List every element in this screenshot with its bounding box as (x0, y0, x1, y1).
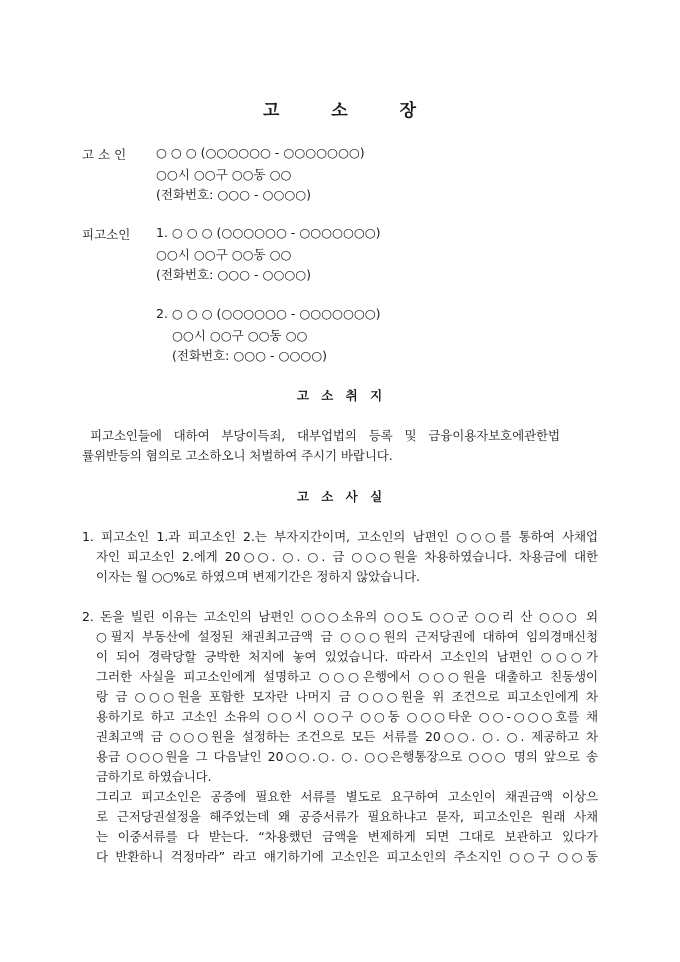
purpose-line-1: 피고소인들에 대하여 부당이득죄, 대부업법의 등록 및 금융이용자보호에관한법 (90, 428, 560, 443)
document-title: 고 소 장 (262, 101, 418, 121)
fact2-line (96, 787, 598, 805)
purpose-heading: 고 소 취 지 (296, 388, 384, 403)
fact1-line-2: 자인 피고소인 2.에게 20○○. ○. ○. 금 ○○○원을 차용하였습니다. 차용금에 대한 (96, 549, 598, 564)
complainant-label: 고 소 인 (82, 147, 127, 162)
fact1-line-3: 이자는 월 ○○%로 하였으며 변제기간은 정하지 않았습니다. (96, 569, 420, 584)
complainant-address: ○○시 ○○구 ○○동 ○○ (156, 167, 292, 182)
defendant2-phone: (전화번호: ○○○ - ○○○○) (172, 348, 328, 363)
fact1-line-1: 1. 피고소인 1.과 피고소인 2.는 부자지간이며, 고소인의 남편인 ○○○를 통하여 사채업 (82, 529, 598, 544)
fact2-line-12: 는 이중서류를 다 받는다. “차용했던 금액을 변제하게 되면 그대로 보관하고 있다가 (96, 829, 598, 844)
fact2-line (82, 607, 598, 625)
fact2-line-6: 용하기로 하고 고소인 소유의 ○○시 ○○구 ○○동 ○○○타운 ○○-○○○호를 채 (96, 709, 598, 724)
purpose-line-2: 률위반등의 혐의로 고소하오니 처벌하여 주시기 바랍니다. (82, 448, 393, 463)
fact2-line-10: 그리고 피고소인은 공증에 필요한 서류를 별도로 요구하여 고소인이 채권금액 이상으 (96, 789, 598, 804)
complainant-name-id: ○ ○ ○ (○○○○○○ - ○○○○○○○) (156, 145, 365, 160)
fact2-line (96, 827, 598, 845)
fact2-line-5: 랑 금 ○○○원을 포함한 모자란 나머지 금 ○○○원을 위 조건으로 피고소인에게 차 (96, 689, 598, 704)
defendant-label: 피고소인 (82, 227, 131, 242)
fact1-line (96, 547, 598, 565)
defendant1-phone: (전화번호: ○○○ - ○○○○) (156, 267, 312, 282)
fact2-line-8: 용금 ○○○원을 그 다음날인 20○○.○. ○. ○○은행통장으로 ○○○ 명의 앞으로 송 (96, 749, 598, 764)
fact2-line-11: 로 근저당권설정을 해주었는데 왜 공증서류가 필요하냐고 묻자, 피고소인은 원래 사채 (96, 809, 598, 824)
fact2-line-2: ○필지 부동산에 설정된 채권최고금액 금 ○○○원의 근저당권에 대하여 임의경매신청 (96, 629, 598, 644)
fact2-line-13: 다 반환하니 걱정마라” 라고 얘기하기에 고소인은 피고소인의 주소지인 ○○구 ○○동 (96, 849, 598, 864)
facts-heading: 고 소 사 실 (296, 489, 384, 504)
fact2-line (96, 627, 598, 645)
fact2-line (96, 807, 598, 825)
fact2-line (96, 687, 598, 705)
defendant1-address: ○○시 ○○구 ○○동 ○○ (156, 247, 292, 262)
fact2-line-4: 그러한 사실을 피고소인에게 설명하고 ○○○은행에서 ○○○원을 대출하고 친동생이 (96, 669, 598, 684)
purpose-line (90, 426, 560, 444)
fact2-line-7: 권최고액 금 ○○○원을 설정하는 조건으로 모든 서류를 20○○. ○. ○. 제공하고 차 (96, 729, 598, 744)
fact2-line (96, 727, 598, 745)
fact2-line (96, 847, 598, 865)
fact1-line (82, 527, 598, 545)
fact2-line-3: 이 되어 경락당할 긍박한 처지에 놓여 있었습니다. 따라서 고소인의 남편인 ○○○가 (96, 649, 598, 664)
defendant2-address: ○○시 ○○구 ○○동 ○○ (172, 328, 308, 343)
fact2-line (96, 647, 598, 665)
defendant1-name-id: 1. ○ ○ ○ (○○○○○○ - ○○○○○○○) (156, 225, 381, 240)
fact2-line-1: 2. 돈을 빌린 이유는 고소인의 남편인 ○○○소유의 ○○도 ○○군 ○○리 산 ○○○ 외 (82, 609, 598, 624)
fact2-line (96, 707, 598, 725)
complainant-phone: (전화번호: ○○○ - ○○○○) (156, 187, 312, 202)
fact2-line-9: 금하기로 하였습니다. (96, 769, 212, 784)
defendant2-name-id: 2. ○ ○ ○ (○○○○○○ - ○○○○○○○) (156, 306, 381, 321)
fact2-line (96, 667, 598, 685)
fact2-line (96, 747, 598, 765)
